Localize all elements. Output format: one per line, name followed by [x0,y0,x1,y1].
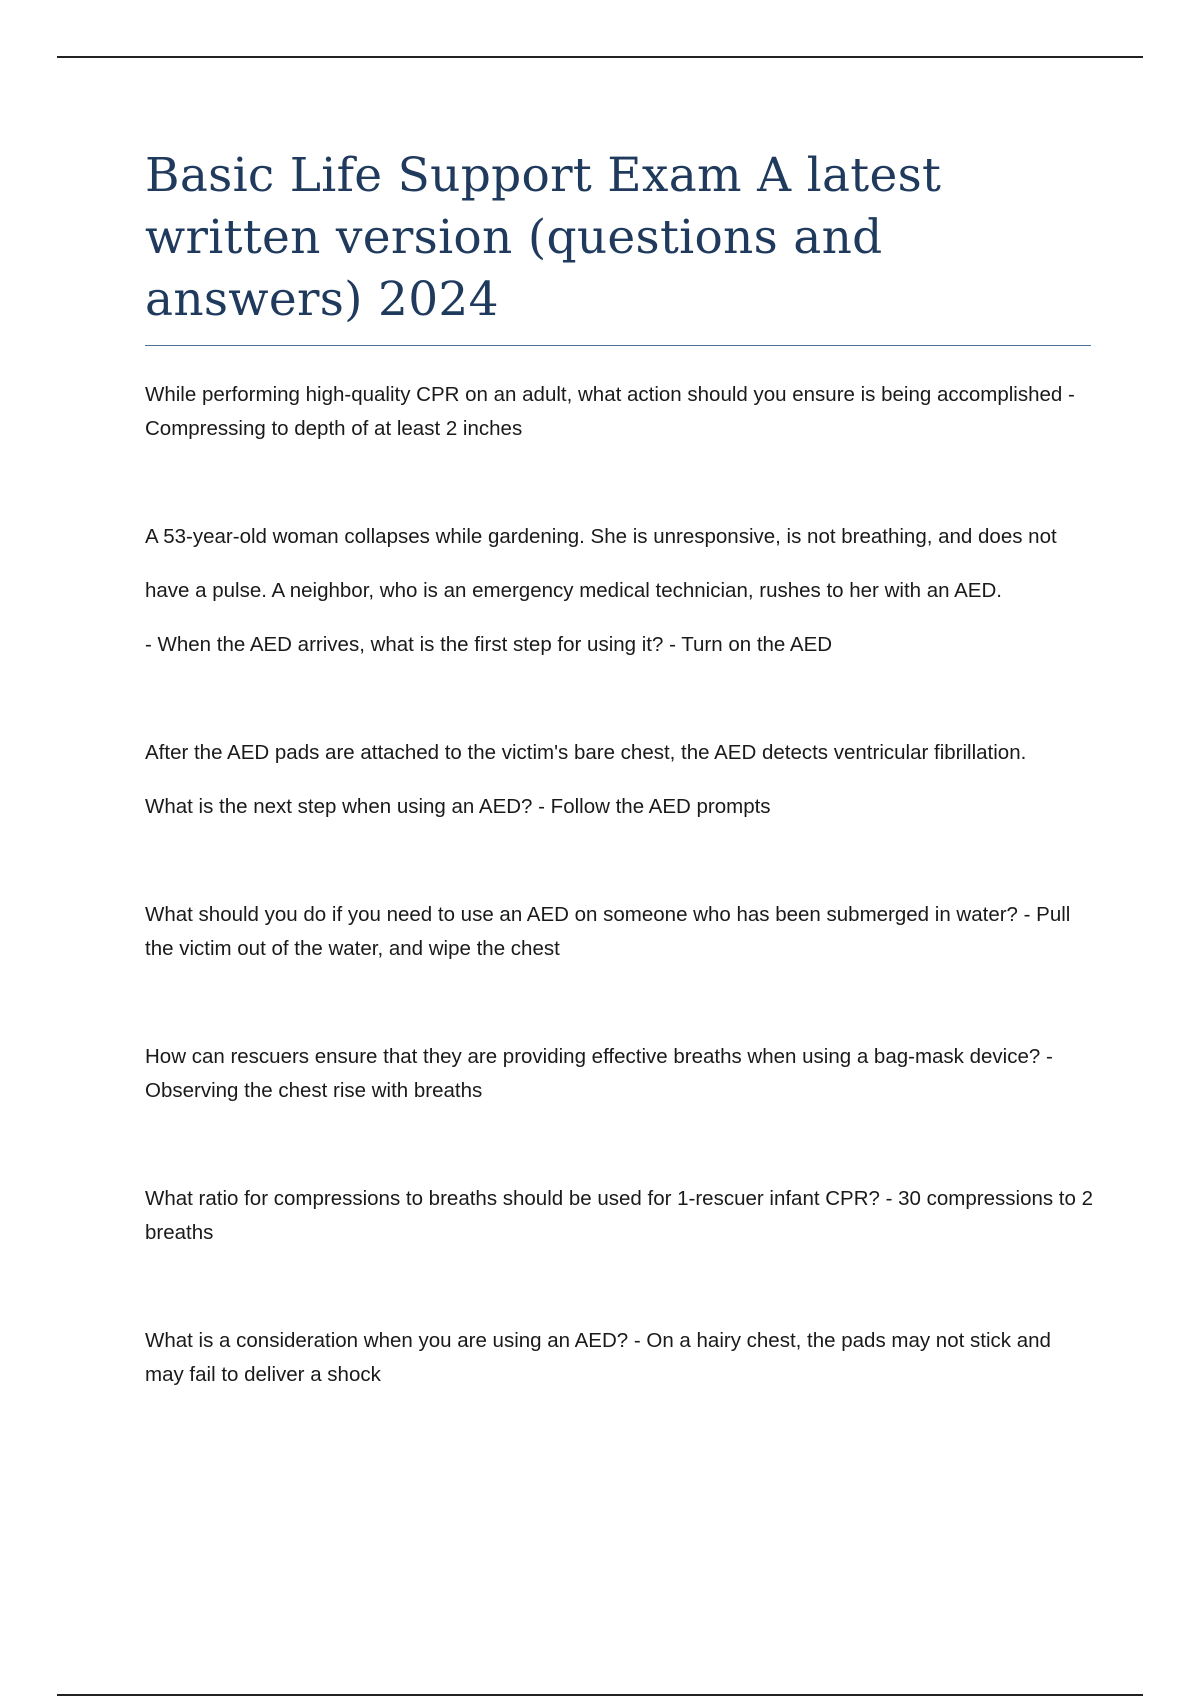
qa-paragraph: While performing high-quality CPR on an adult, what action should you ensure is being accomplished - Compressing to depth of at least 2 inches [145,383,1075,440]
qa-paragraph: A 53-year-old woman collapses while gardening. She is unresponsive, is not breathing, and does not [145,525,1057,548]
title-underline [145,345,1091,346]
qa-item-4 [145,898,1095,966]
qa-item-2 [145,520,1095,662]
qa-paragraph: What ratio for compressions to breaths should be used for 1-rescuer infant CPR? - 30 compressions to 2 breaths [145,1187,1094,1244]
qa-item-6 [145,1182,1095,1250]
qa-list [145,378,1095,1392]
qa-paragraph: - When the AED arrives, what is the first step for using it? - Turn on the AED [145,633,833,656]
page-bottom-rule [57,1694,1143,1696]
qa-paragraph: How can rescuers ensure that they are providing effective breaths when using a bag-mask device? - Observing the chest rise with breaths [145,1045,1053,1102]
document-title: Basic Life Support Exam A latest written version (questions and answers) 2024 [145,148,942,327]
qa-paragraph: What is a consideration when you are using an AED? - On a hairy chest, the pads may not stick and may fail to deliver a shock [145,1329,1051,1386]
qa-paragraph: After the AED pads are attached to the victim's bare chest, the AED detects ventricular fibrillation. [145,741,1027,764]
page-top-rule [57,56,1143,58]
qa-paragraph: What should you do if you need to use an AED on someone who has been submerged in water? - Pull the victim out of the water, and wipe the chest [145,903,1071,960]
qa-item-7 [145,1324,1095,1392]
qa-paragraph: have a pulse. A neighbor, who is an emergency medical technician, rushes to her with an AED. [145,579,1002,602]
qa-paragraph: What is the next step when using an AED? - Follow the AED prompts [145,795,771,818]
qa-item-3 [145,736,1095,824]
qa-item-1 [145,378,1095,446]
document-body [145,145,1095,1466]
qa-item-5 [145,1040,1095,1108]
